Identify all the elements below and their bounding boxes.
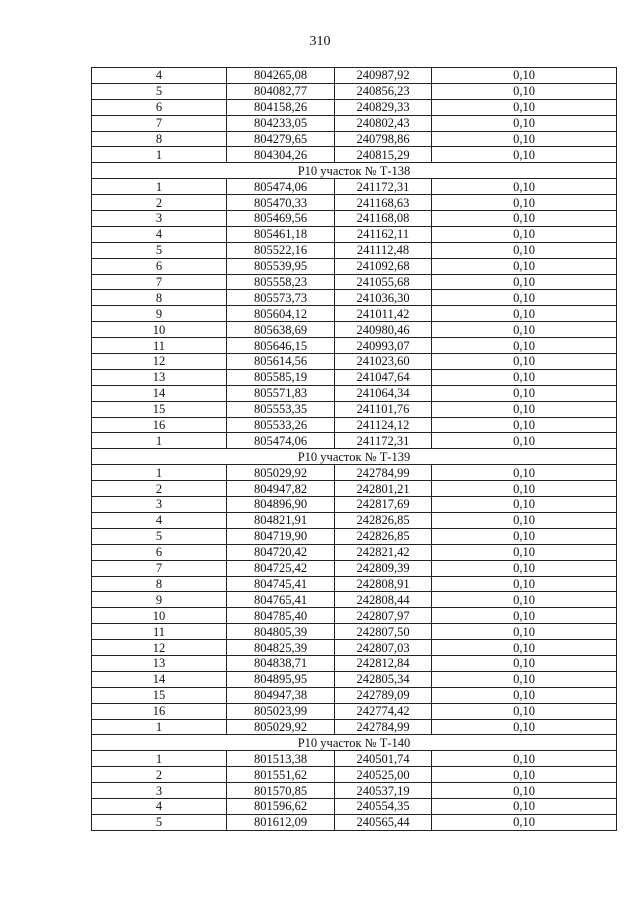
accuracy-cell: 0,10 (432, 417, 617, 433)
x-coordinate-cell: 801612,09 (227, 814, 335, 830)
point-number-cell: 1 (92, 465, 227, 481)
y-coordinate-cell: 240993,07 (335, 338, 432, 354)
point-number-cell: 11 (92, 338, 227, 354)
point-number-cell: 5 (92, 242, 227, 258)
point-number-cell: 15 (92, 401, 227, 417)
x-coordinate-cell: 804947,38 (227, 687, 335, 703)
point-number-cell: 6 (92, 99, 227, 115)
accuracy-cell: 0,10 (432, 401, 617, 417)
table-row (92, 655, 617, 671)
x-coordinate-cell: 805638,69 (227, 322, 335, 338)
accuracy-cell: 0,10 (432, 99, 617, 115)
x-coordinate-cell: 804785,40 (227, 608, 335, 624)
y-coordinate-cell: 241055,68 (335, 274, 432, 290)
point-number-cell: 5 (92, 83, 227, 99)
point-number-cell: 4 (92, 68, 227, 84)
x-coordinate-cell: 804825,39 (227, 640, 335, 656)
table-row (92, 751, 617, 767)
accuracy-cell: 0,10 (432, 242, 617, 258)
accuracy-cell: 0,10 (432, 83, 617, 99)
table-row (92, 131, 617, 147)
accuracy-cell: 0,10 (432, 290, 617, 306)
table-row (92, 624, 617, 640)
point-number-cell: 14 (92, 671, 227, 687)
y-coordinate-cell: 241036,30 (335, 290, 432, 306)
point-number-cell: 1 (92, 147, 227, 163)
y-coordinate-cell: 241092,68 (335, 258, 432, 274)
accuracy-cell: 0,10 (432, 751, 617, 767)
x-coordinate-cell: 805023,99 (227, 703, 335, 719)
point-number-cell: 7 (92, 560, 227, 576)
y-coordinate-cell: 241047,64 (335, 369, 432, 385)
accuracy-cell: 0,10 (432, 608, 617, 624)
accuracy-cell: 0,10 (432, 687, 617, 703)
y-coordinate-cell: 241064,34 (335, 385, 432, 401)
table-row (92, 814, 617, 830)
point-number-cell: 4 (92, 512, 227, 528)
x-coordinate-cell: 805522,16 (227, 242, 335, 258)
table-row (92, 783, 617, 799)
y-coordinate-cell: 241124,12 (335, 417, 432, 433)
y-coordinate-cell: 242789,09 (335, 687, 432, 703)
accuracy-cell: 0,10 (432, 354, 617, 370)
accuracy-cell: 0,10 (432, 481, 617, 497)
point-number-cell: 5 (92, 814, 227, 830)
accuracy-cell: 0,10 (432, 719, 617, 735)
x-coordinate-cell: 805029,92 (227, 465, 335, 481)
accuracy-cell: 0,10 (432, 385, 617, 401)
point-number-cell: 15 (92, 687, 227, 703)
accuracy-cell: 0,10 (432, 560, 617, 576)
point-number-cell: 1 (92, 433, 227, 449)
accuracy-cell: 0,10 (432, 783, 617, 799)
x-coordinate-cell: 801551,62 (227, 767, 335, 783)
section-title-row (92, 449, 617, 465)
y-coordinate-cell: 242805,34 (335, 671, 432, 687)
x-coordinate-cell: 805461,18 (227, 226, 335, 242)
y-coordinate-cell: 241162,11 (335, 226, 432, 242)
x-coordinate-cell: 804896,90 (227, 497, 335, 513)
table-row (92, 226, 617, 242)
accuracy-cell: 0,10 (432, 671, 617, 687)
table-row (92, 767, 617, 783)
point-number-cell: 4 (92, 226, 227, 242)
table-row (92, 640, 617, 656)
point-number-cell: 16 (92, 417, 227, 433)
accuracy-cell: 0,10 (432, 68, 617, 84)
table-row (92, 99, 617, 115)
point-number-cell: 2 (92, 195, 227, 211)
point-number-cell: 9 (92, 592, 227, 608)
y-coordinate-cell: 242784,99 (335, 719, 432, 735)
y-coordinate-cell: 240554,35 (335, 798, 432, 814)
x-coordinate-cell: 804821,91 (227, 512, 335, 528)
table-row (92, 703, 617, 719)
table-row (92, 608, 617, 624)
point-number-cell: 2 (92, 767, 227, 783)
y-coordinate-cell: 242826,85 (335, 512, 432, 528)
table-row (92, 417, 617, 433)
table-row (92, 115, 617, 131)
x-coordinate-cell: 804233,05 (227, 115, 335, 131)
x-coordinate-cell: 805646,15 (227, 338, 335, 354)
point-number-cell: 3 (92, 497, 227, 513)
table-row (92, 497, 617, 513)
table-row (92, 671, 617, 687)
x-coordinate-cell: 805571,83 (227, 385, 335, 401)
point-number-cell: 12 (92, 354, 227, 370)
accuracy-cell: 0,10 (432, 226, 617, 242)
table-row (92, 68, 617, 84)
y-coordinate-cell: 241023,60 (335, 354, 432, 370)
table-row (92, 465, 617, 481)
table-row (92, 306, 617, 322)
point-number-cell: 6 (92, 258, 227, 274)
accuracy-cell: 0,10 (432, 592, 617, 608)
x-coordinate-cell: 805558,23 (227, 274, 335, 290)
table-row (92, 560, 617, 576)
point-number-cell: 1 (92, 719, 227, 735)
y-coordinate-cell: 242801,21 (335, 481, 432, 497)
table-row (92, 576, 617, 592)
point-number-cell: 10 (92, 322, 227, 338)
x-coordinate-cell: 805474,06 (227, 179, 335, 195)
y-coordinate-cell: 241172,31 (335, 179, 432, 195)
x-coordinate-cell: 805469,56 (227, 211, 335, 227)
table-row (92, 401, 617, 417)
x-coordinate-cell: 805604,12 (227, 306, 335, 322)
table-row (92, 719, 617, 735)
x-coordinate-cell: 805474,06 (227, 433, 335, 449)
x-coordinate-cell: 804082,77 (227, 83, 335, 99)
accuracy-cell: 0,10 (432, 179, 617, 195)
y-coordinate-cell: 242808,44 (335, 592, 432, 608)
point-number-cell: 8 (92, 576, 227, 592)
table-row (92, 338, 617, 354)
point-number-cell: 3 (92, 783, 227, 799)
x-coordinate-cell: 804719,90 (227, 528, 335, 544)
accuracy-cell: 0,10 (432, 195, 617, 211)
table-row (92, 147, 617, 163)
section-title: Р10 участок № Т-139 (92, 449, 617, 465)
accuracy-cell: 0,10 (432, 369, 617, 385)
section-title: Р10 участок № Т-138 (92, 163, 617, 179)
table-row (92, 687, 617, 703)
y-coordinate-cell: 241101,76 (335, 401, 432, 417)
point-number-cell: 12 (92, 640, 227, 656)
point-number-cell: 10 (92, 608, 227, 624)
y-coordinate-cell: 242812,84 (335, 655, 432, 671)
table-row (92, 274, 617, 290)
x-coordinate-cell: 805585,19 (227, 369, 335, 385)
x-coordinate-cell: 805029,92 (227, 719, 335, 735)
x-coordinate-cell: 804725,42 (227, 560, 335, 576)
y-coordinate-cell: 240565,44 (335, 814, 432, 830)
point-number-cell: 13 (92, 369, 227, 385)
table-row (92, 592, 617, 608)
point-number-cell: 7 (92, 274, 227, 290)
point-number-cell: 3 (92, 211, 227, 227)
accuracy-cell: 0,10 (432, 798, 617, 814)
accuracy-cell: 0,10 (432, 655, 617, 671)
y-coordinate-cell: 242807,50 (335, 624, 432, 640)
y-coordinate-cell: 241112,48 (335, 242, 432, 258)
table-row (92, 544, 617, 560)
x-coordinate-cell: 804304,26 (227, 147, 335, 163)
y-coordinate-cell: 241168,63 (335, 195, 432, 211)
x-coordinate-cell: 804279,65 (227, 131, 335, 147)
point-number-cell: 9 (92, 306, 227, 322)
y-coordinate-cell: 240987,92 (335, 68, 432, 84)
x-coordinate-cell: 805573,73 (227, 290, 335, 306)
table-row (92, 211, 617, 227)
x-coordinate-cell: 801513,38 (227, 751, 335, 767)
accuracy-cell: 0,10 (432, 322, 617, 338)
accuracy-cell: 0,10 (432, 465, 617, 481)
table-row (92, 481, 617, 497)
table-row (92, 354, 617, 370)
accuracy-cell: 0,10 (432, 258, 617, 274)
point-number-cell: 14 (92, 385, 227, 401)
accuracy-cell: 0,10 (432, 433, 617, 449)
x-coordinate-cell: 804158,26 (227, 99, 335, 115)
accuracy-cell: 0,10 (432, 703, 617, 719)
y-coordinate-cell: 241168,08 (335, 211, 432, 227)
accuracy-cell: 0,10 (432, 115, 617, 131)
x-coordinate-cell: 801570,85 (227, 783, 335, 799)
table-row (92, 242, 617, 258)
y-coordinate-cell: 240798,86 (335, 131, 432, 147)
point-number-cell: 8 (92, 131, 227, 147)
coordinates-table (91, 67, 617, 831)
x-coordinate-cell: 804265,08 (227, 68, 335, 84)
accuracy-cell: 0,10 (432, 497, 617, 513)
x-coordinate-cell: 804895,95 (227, 671, 335, 687)
x-coordinate-cell: 805553,35 (227, 401, 335, 417)
table-row (92, 195, 617, 211)
table-row (92, 258, 617, 274)
y-coordinate-cell: 242809,39 (335, 560, 432, 576)
point-number-cell: 4 (92, 798, 227, 814)
y-coordinate-cell: 242817,69 (335, 497, 432, 513)
y-coordinate-cell: 240829,33 (335, 99, 432, 115)
point-number-cell: 1 (92, 179, 227, 195)
y-coordinate-cell: 240525,00 (335, 767, 432, 783)
table-row (92, 798, 617, 814)
x-coordinate-cell: 805533,26 (227, 417, 335, 433)
table-row (92, 512, 617, 528)
accuracy-cell: 0,10 (432, 147, 617, 163)
section-title-row (92, 735, 617, 751)
y-coordinate-cell: 240856,23 (335, 83, 432, 99)
x-coordinate-cell: 804745,41 (227, 576, 335, 592)
x-coordinate-cell: 804805,39 (227, 624, 335, 640)
accuracy-cell: 0,10 (432, 544, 617, 560)
table-row (92, 179, 617, 195)
y-coordinate-cell: 242784,99 (335, 465, 432, 481)
accuracy-cell: 0,10 (432, 211, 617, 227)
x-coordinate-cell: 804947,82 (227, 481, 335, 497)
point-number-cell: 7 (92, 115, 227, 131)
y-coordinate-cell: 242808,91 (335, 576, 432, 592)
accuracy-cell: 0,10 (432, 512, 617, 528)
y-coordinate-cell: 242774,42 (335, 703, 432, 719)
y-coordinate-cell: 240980,46 (335, 322, 432, 338)
accuracy-cell: 0,10 (432, 576, 617, 592)
y-coordinate-cell: 242826,85 (335, 528, 432, 544)
accuracy-cell: 0,10 (432, 131, 617, 147)
accuracy-cell: 0,10 (432, 528, 617, 544)
x-coordinate-cell: 804765,41 (227, 592, 335, 608)
table-row (92, 385, 617, 401)
accuracy-cell: 0,10 (432, 338, 617, 354)
x-coordinate-cell: 804720,42 (227, 544, 335, 560)
point-number-cell: 16 (92, 703, 227, 719)
y-coordinate-cell: 242807,03 (335, 640, 432, 656)
point-number-cell: 11 (92, 624, 227, 640)
point-number-cell: 13 (92, 655, 227, 671)
point-number-cell: 1 (92, 751, 227, 767)
point-number-cell: 6 (92, 544, 227, 560)
coordinates-table-body (92, 68, 617, 831)
table-row (92, 369, 617, 385)
y-coordinate-cell: 240802,43 (335, 115, 432, 131)
table-row (92, 322, 617, 338)
accuracy-cell: 0,10 (432, 767, 617, 783)
table-row (92, 433, 617, 449)
y-coordinate-cell: 240815,29 (335, 147, 432, 163)
accuracy-cell: 0,10 (432, 306, 617, 322)
x-coordinate-cell: 804838,71 (227, 655, 335, 671)
section-title-row (92, 163, 617, 179)
y-coordinate-cell: 240537,19 (335, 783, 432, 799)
accuracy-cell: 0,10 (432, 640, 617, 656)
y-coordinate-cell: 241172,31 (335, 433, 432, 449)
point-number-cell: 8 (92, 290, 227, 306)
table-row (92, 528, 617, 544)
section-title: Р10 участок № Т-140 (92, 735, 617, 751)
accuracy-cell: 0,10 (432, 624, 617, 640)
x-coordinate-cell: 805470,33 (227, 195, 335, 211)
point-number-cell: 2 (92, 481, 227, 497)
y-coordinate-cell: 242807,97 (335, 608, 432, 624)
point-number-cell: 5 (92, 528, 227, 544)
y-coordinate-cell: 241011,42 (335, 306, 432, 322)
x-coordinate-cell: 805539,95 (227, 258, 335, 274)
table-row (92, 83, 617, 99)
page-number: 310 (309, 34, 331, 49)
accuracy-cell: 0,10 (432, 274, 617, 290)
table-row (92, 290, 617, 306)
y-coordinate-cell: 240501,74 (335, 751, 432, 767)
x-coordinate-cell: 805614,56 (227, 354, 335, 370)
accuracy-cell: 0,10 (432, 814, 617, 830)
x-coordinate-cell: 801596,62 (227, 798, 335, 814)
y-coordinate-cell: 242821,42 (335, 544, 432, 560)
